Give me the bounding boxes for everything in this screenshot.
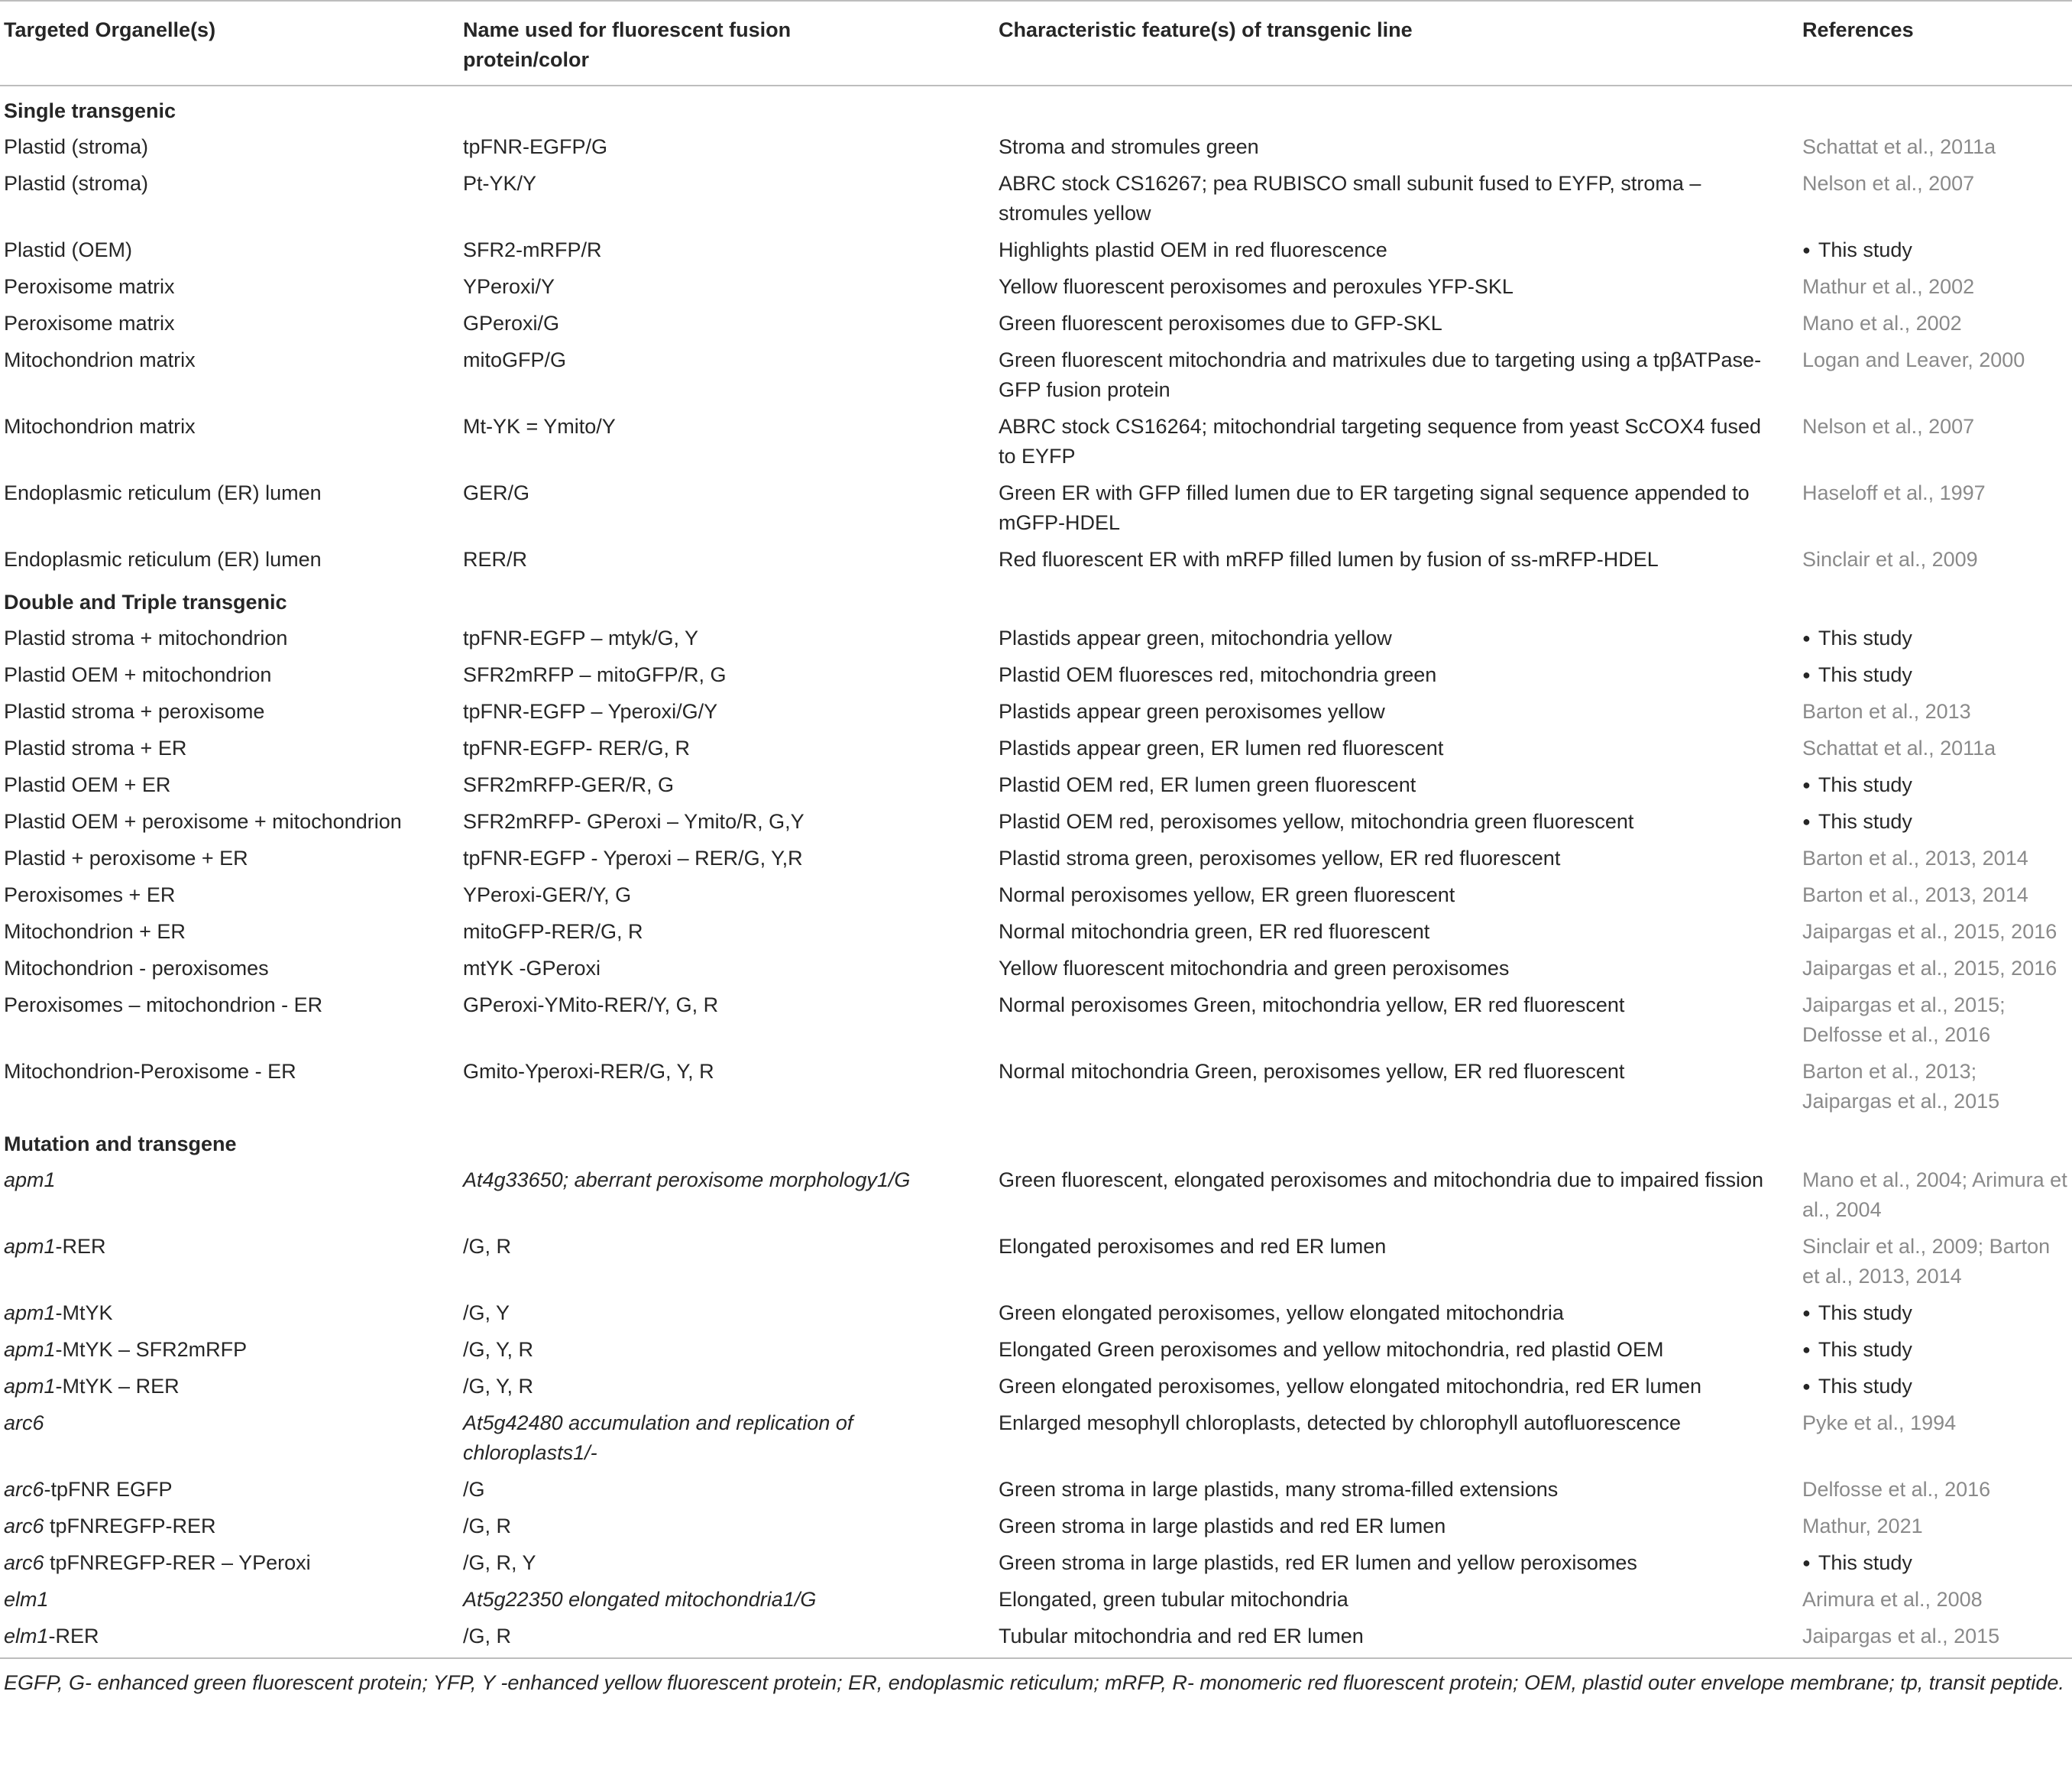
reference-cell [1802,620,2072,656]
reference-cell: Barton et al., 2013 [1802,700,1971,723]
table-row [0,342,2072,408]
mutant-cell [0,1618,463,1658]
name-cell: Gmito-Yperoxi-RER/G, Y, R [463,1060,714,1083]
feature-cell: Green fluorescent mitochondria and matrixules due to targeting using a tpβATPase- GFP fusion protein [999,348,1762,401]
reference-cell [1802,1294,2072,1331]
table-row [0,475,2072,541]
reference-text: This study [1818,1375,1912,1398]
reference-cell: Mathur, 2021 [1802,1515,1923,1537]
reference-text: This study [1818,663,1912,686]
name-cell: GPeroxi-YMito-RER/Y, G, R [463,993,719,1016]
feature-cell: Yellow fluorescent peroxisomes and peroxules YFP-SKL [999,275,1514,298]
name-cell: SFR2mRFP-GER/R, G [463,773,675,796]
organelle-cell: Plastid OEM + peroxisome + mitochondrion [4,810,402,833]
reference-cell: Barton et al., 2013, 2014 [1802,847,2028,870]
table-row [0,268,2072,305]
feature-cell: Plastids appear green peroxisomes yellow [999,700,1385,723]
table-row [0,950,2072,987]
reference-cell: Sinclair et al., 2009 [1802,548,1978,571]
table-row [0,1053,2072,1119]
organelle-cell: Mitochondrion matrix [4,415,196,438]
name-cell: tpFNR-EGFP – Yperoxi/G/Y [463,700,718,723]
name-cell: tpFNR-EGFP – mtyk/G, Y [463,627,699,650]
reference-cell: Barton et al., 2013; Jaipargas et al., 2015 [1802,1060,2000,1113]
bullet-icon: ● [1802,777,1811,792]
mutant-name: apm1 [4,1235,56,1258]
feature-cell: Green fluorescent, elongated peroxisomes and mitochondria due to impaired fission [999,1168,1764,1191]
feature-cell: Tubular mitochondria and red ER lumen [999,1618,1802,1658]
header-row [0,1,2072,86]
name-cell: /G, Y, R [463,1375,534,1398]
table-row [0,1405,2072,1471]
feature-cell: Green stroma in large plastids and red ER lumen [999,1515,1446,1537]
table-row [0,1294,2072,1331]
mutant-cell [0,1368,463,1405]
section-row-single [0,86,2072,128]
mutant-cell [0,1294,463,1331]
bullet-icon: ● [1802,814,1811,829]
name-cell: Pt-YK/Y [463,172,537,195]
bullet-icon: ● [1802,1305,1811,1320]
header-feature: Characteristic feature(s) of transgenic line [999,1,1802,86]
name-cell: mitoGFP/G [463,348,567,371]
name-cell: SFR2mRFP – mitoGFP/R, G [463,663,727,686]
table-footnote: EGFP, G- enhanced green fluorescent protein; YFP, Y -enhanced yellow fluorescent protein; ER, endoplasmic reticulum; mRFP, R- monomeric red fluorescent protein; OEM, plastid outer envelope membrane; tp, transit peptide. [4,1671,2064,1694]
table-row [0,1581,2072,1618]
feature-cell: Green stroma in large plastids, many stroma-filled extensions [999,1478,1559,1501]
feature-cell: Stroma and stromules green [999,135,1259,158]
organelle-cell: Plastid stroma + peroxisome [4,700,265,723]
reference-cell [1802,1368,2072,1405]
table-row [0,987,2072,1053]
name-cell: tpFNR-EGFP- RER/G, R [463,737,691,760]
mutant-suffix: -MtYK – RER [55,1375,180,1398]
reference-cell [1802,1544,2072,1581]
organelle-cell: Plastid OEM + ER [4,773,171,796]
bullet-icon: ● [1802,1555,1811,1570]
mutant-cell [0,1471,463,1508]
section-row-mutation [0,1119,2072,1162]
mutant-suffix: -tpFNR EGFP [44,1478,173,1501]
table-row [0,1368,2072,1405]
name-cell: GPeroxi/G [463,312,560,335]
header-references: References [1802,1,2072,86]
name-cell: /G, R [463,1618,999,1658]
organelle-cell: Peroxisomes + ER [4,883,176,906]
section-heading: Single transgenic [4,99,176,122]
table-row [0,620,2072,656]
feature-cell: ABRC stock CS16264; mitochondrial targeting sequence from yeast ScCOX4 fused to EYFP [999,415,1761,468]
feature-cell: Plastid OEM fluoresces red, mitochondria green [999,663,1437,686]
feature-cell: Enlarged mesophyll chloroplasts, detected by chlorophyll autofluorescence [999,1411,1682,1434]
reference-cell: Arimura et al., 2008 [1802,1588,1983,1611]
table-body [0,86,2072,1698]
feature-cell: Normal mitochondria green, ER red fluorescent [999,920,1430,943]
organelle-cell: Endoplasmic reticulum (ER) lumen [4,548,322,571]
organelle-cell: Plastid OEM + mitochondrion [4,663,272,686]
reference-cell [1802,803,2072,840]
name-cell: At4g33650; aberrant peroxisome morphology1/G [463,1168,911,1191]
reference-cell [1802,232,2072,268]
table-row [0,165,2072,232]
feature-cell: Green stroma in large plastids, red ER lumen and yellow peroxisomes [999,1551,1637,1574]
bullet-icon: ● [1802,630,1811,646]
footnote-row [0,1658,2072,1698]
mutant-name: elm1 [4,1625,49,1648]
mutant-suffix: -MtYK – SFR2mRFP [55,1338,248,1361]
organelle-cell: Endoplasmic reticulum (ER) lumen [4,481,322,504]
feature-cell: Highlights plastid OEM in red fluorescence [999,238,1387,261]
reference-text: This study [1818,810,1912,833]
reference-cell: Mano et al., 2004; Arimura et al., 2004 [1802,1168,2067,1221]
reference-cell: Schattat et al., 2011a [1802,135,1996,158]
mutant-cell [0,1228,463,1294]
feature-cell: Elongated Green peroxisomes and yellow mitochondria, red plastid OEM [999,1338,1664,1361]
organelle-cell: Peroxisome matrix [4,275,175,298]
feature-cell: Elongated peroxisomes and red ER lumen [999,1235,1387,1258]
table-row [0,1618,2072,1658]
feature-cell: Green ER with GFP filled lumen due to ER targeting signal sequence appended to mGFP-HDEL [999,481,1750,534]
mutant-name: apm1 [4,1338,56,1361]
bullet-icon: ● [1802,1342,1811,1357]
reference-text: This study [1818,773,1912,796]
table-row [0,232,2072,268]
reference-text: This study [1818,1301,1912,1324]
reference-cell: Nelson et al., 2007 [1802,415,1975,438]
mutant-name: arc6 [4,1551,44,1574]
table-row [0,730,2072,766]
table-row [0,1544,2072,1581]
mutant-cell [0,1162,463,1228]
name-cell: RER/R [463,548,528,571]
reference-cell: Pyke et al., 1994 [1802,1411,1957,1434]
table-row [0,876,2072,913]
reference-cell: Barton et al., 2013, 2014 [1802,883,2028,906]
name-cell: /G, Y [463,1301,510,1324]
reference-cell: Schattat et al., 2011a [1802,737,1996,760]
mutant-suffix: tpFNREGFP-RER – YPeroxi [44,1551,311,1574]
name-cell: mitoGFP-RER/G, R [463,920,643,943]
feature-cell: Plastid stroma green, peroxisomes yellow, ER red fluorescent [999,847,1561,870]
mutant-name: apm1 [4,1301,56,1324]
feature-cell: Plastids appear green, ER lumen red fluorescent [999,737,1444,760]
feature-cell: Normal peroxisomes yellow, ER green fluorescent [999,883,1455,906]
name-cell: SFR2mRFP- GPeroxi – Ymito/R, G,Y [463,810,805,833]
organelle-cell: Plastid (OEM) [4,238,133,261]
mutant-suffix: tpFNREGFP-RER [44,1515,216,1537]
table-row [0,693,2072,730]
reference-cell [1802,1331,2072,1368]
reference-cell: Jaipargas et al., 2015, 2016 [1802,957,2057,980]
organelle-cell: Plastid (stroma) [4,135,149,158]
feature-cell: Yellow fluorescent mitochondria and green peroxisomes [999,957,1510,980]
reference-text: This study [1818,238,1912,261]
table-row [0,128,2072,165]
reference-text: This study [1818,1551,1912,1574]
name-cell: /G, R [463,1235,512,1258]
name-cell: /G, R [463,1515,512,1537]
mutant-cell [0,1405,463,1471]
name-cell: YPeroxi/Y [463,275,555,298]
table-row [0,1162,2072,1228]
feature-cell: Elongated, green tubular mitochondria [999,1588,1348,1611]
feature-cell: Normal mitochondria Green, peroxisomes yellow, ER red fluorescent [999,1060,1625,1083]
mutant-cell [0,1508,463,1544]
reference-cell: Nelson et al., 2007 [1802,172,1975,195]
organelle-cell: Plastid stroma + mitochondrion [4,627,288,650]
section-heading: Double and Triple transgenic [4,591,287,614]
table-row [0,1508,2072,1544]
feature-cell: Plastid OEM red, ER lumen green fluorescent [999,773,1416,796]
name-cell: /G, R, Y [463,1551,536,1574]
table-row [0,840,2072,876]
table-row [0,766,2072,803]
bullet-icon: ● [1802,667,1811,682]
name-cell: tpFNR-EGFP/G [463,135,608,158]
reference-cell: Mano et al., 2002 [1802,312,1962,335]
mutant-suffix: -RER [48,1625,99,1648]
name-cell: At5g22350 elongated mitochondria1/G [463,1588,817,1611]
name-cell: Mt-YK = Ymito/Y [463,415,616,438]
reference-text: This study [1818,1338,1912,1361]
organelle-cell: Plastid stroma + ER [4,737,187,760]
mutant-cell [0,1581,463,1618]
name-cell: SFR2-mRFP/R [463,238,602,261]
table-row [0,1331,2072,1368]
feature-cell: Plastids appear green, mitochondria yellow [999,627,1392,650]
reference-cell: Jaipargas et al., 2015, 2016 [1802,920,2057,943]
feature-cell: Normal peroxisomes Green, mitochondria yellow, ER red fluorescent [999,993,1625,1016]
table-row [0,408,2072,475]
table-row [0,1228,2072,1294]
mutant-cell [0,1331,463,1368]
bullet-icon: ● [1802,1379,1811,1394]
name-cell: /G, Y, R [463,1338,534,1361]
reference-cell [1802,766,2072,803]
table-row [0,913,2072,950]
organelle-cell: Mitochondrion + ER [4,920,186,943]
section-row-double [0,578,2072,620]
mutant-name: arc6 [4,1411,44,1434]
name-cell: tpFNR-EGFP - Yperoxi – RER/G, Y,R [463,847,803,870]
organelle-cell: Peroxisomes – mitochondrion - ER [4,993,323,1016]
organelle-cell: Plastid (stroma) [4,172,149,195]
feature-cell: Green elongated peroxisomes, yellow elongated mitochondria, red ER lumen [999,1375,1702,1398]
mutant-name: elm1 [4,1588,49,1611]
section-heading: Mutation and transgene [4,1132,237,1155]
organelle-cell: Plastid + peroxisome + ER [4,847,248,870]
mutant-name: apm1 [4,1168,56,1191]
organelle-cell: Mitochondrion-Peroxisome - ER [4,1060,296,1083]
mutant-name: arc6 [4,1478,44,1501]
name-cell: mtYK -GPeroxi [463,957,601,980]
name-cell: GER/G [463,481,530,504]
table-row [0,656,2072,693]
reference-text: This study [1818,627,1912,650]
reference-cell [1802,656,2072,693]
reference-cell: Haseloff et al., 1997 [1802,481,1986,504]
table-row [0,803,2072,840]
table-row [0,305,2072,342]
name-cell: At5g42480 accumulation and replication of chloroplasts1/- [463,1411,853,1464]
organelle-cell: Peroxisome matrix [4,312,175,335]
bullet-icon: ● [1802,242,1811,258]
feature-cell: ABRC stock CS16267; pea RUBISCO small subunit fused to EYFP, stroma – stromules yellow [999,172,1701,225]
mutant-suffix: -RER [55,1235,106,1258]
header-name: Name used for fluorescent fusion protein/color [463,1,999,86]
feature-cell: Plastid OEM red, peroxisomes yellow, mitochondria green fluorescent [999,810,1634,833]
name-cell: /G [463,1478,485,1501]
organelle-cell: Mitochondrion matrix [4,348,196,371]
feature-cell: Green elongated peroxisomes, yellow elongated mitochondria [999,1301,1564,1324]
feature-cell: Green fluorescent peroxisomes due to GFP-SKL [999,312,1442,335]
table-row [0,1471,2072,1508]
reference-cell: Logan and Leaver, 2000 [1802,348,2025,371]
mutant-suffix: -MtYK [55,1301,113,1324]
reference-cell: Jaipargas et al., 2015 [1802,1618,2072,1658]
organelle-cell: Mitochondrion - peroxisomes [4,957,269,980]
mutant-name: apm1 [4,1375,56,1398]
reference-cell: Delfosse et al., 2016 [1802,1478,1991,1501]
mutant-cell [0,1544,463,1581]
table-row [0,541,2072,578]
mutant-name: arc6 [4,1515,44,1537]
reference-cell: Mathur et al., 2002 [1802,275,1975,298]
reference-cell: Jaipargas et al., 2015; Delfosse et al., 2016 [1802,993,2006,1046]
feature-cell: Red fluorescent ER with mRFP filled lumen by fusion of ss-mRFP-HDEL [999,548,1659,571]
name-cell: YPeroxi-GER/Y, G [463,883,632,906]
header-organelle: Targeted Organelle(s) [0,1,463,86]
reference-cell: Sinclair et al., 2009; Barton et al., 2013, 2014 [1802,1235,2051,1288]
